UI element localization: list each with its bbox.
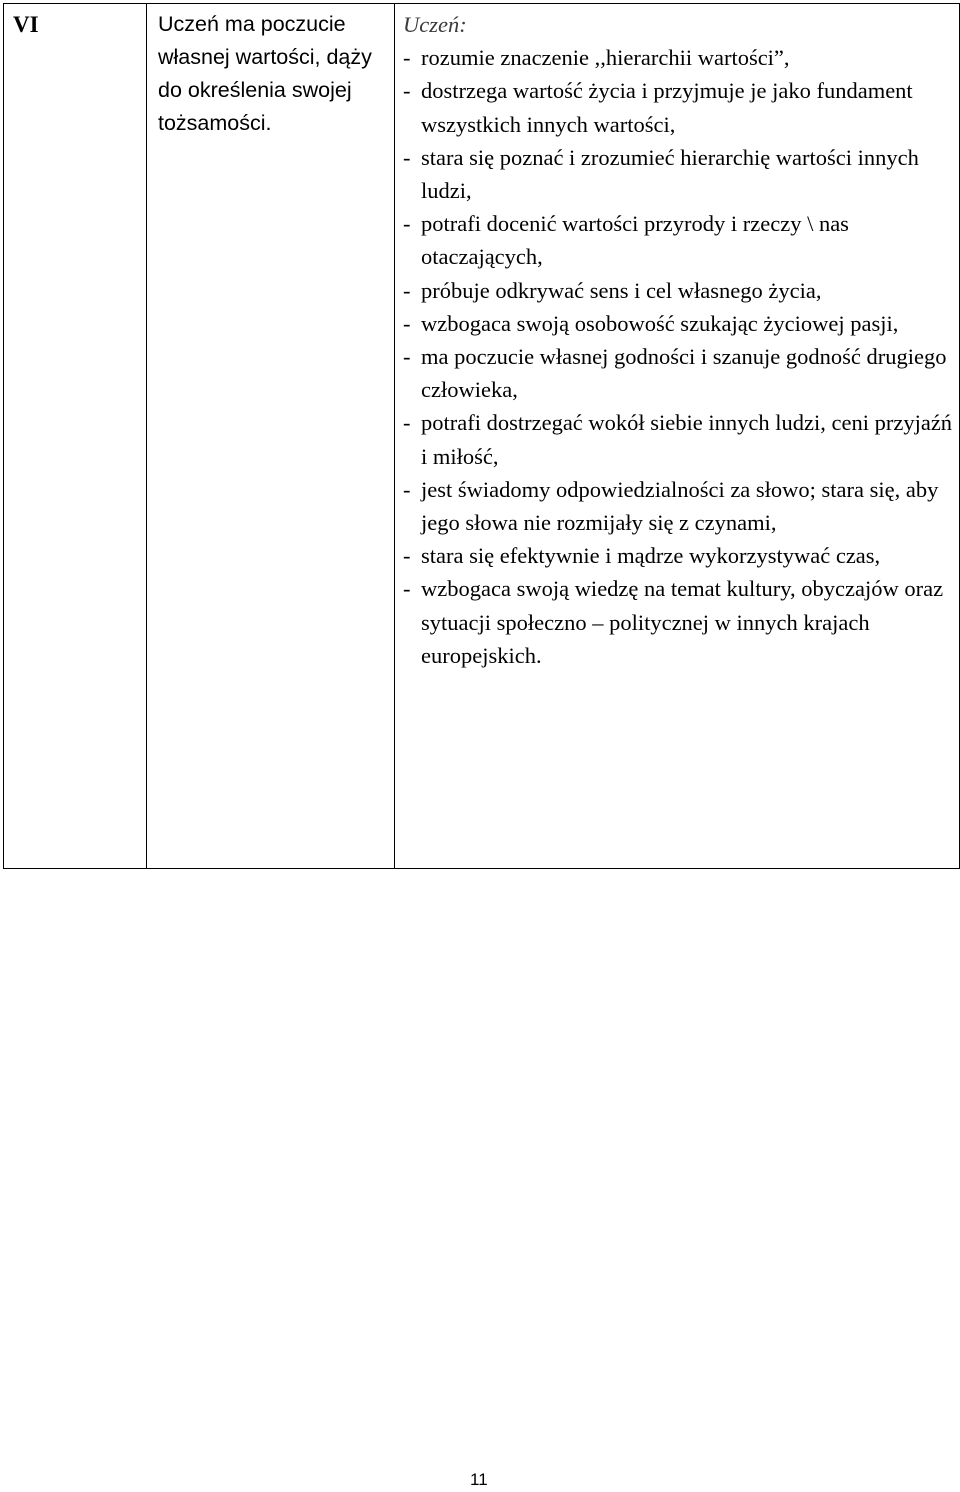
dash-bullet: - xyxy=(403,211,411,237)
list-item xyxy=(403,207,959,273)
dash-bullet: - xyxy=(403,78,411,104)
list-item xyxy=(403,572,959,672)
dash-bullet: - xyxy=(403,277,411,303)
outcome-text: wzbogaca swoją osobowość szukając życiowej pasji, xyxy=(421,310,899,336)
dash-bullet: - xyxy=(403,543,411,569)
table-row xyxy=(4,4,960,869)
goal-text: Uczeń ma poczucie własnej wartości, dąży do określenia swojej tożsamości. xyxy=(158,12,372,135)
outcome-text: rozumie znaczenie ,,hierarchii wartości”, xyxy=(421,45,790,71)
list-item xyxy=(403,41,959,74)
outcome-text: jest świadomy odpowiedzialności za słowo; stara się, aby jego słowa nie rozmijały się z czynami, xyxy=(421,476,939,536)
outcome-text: próbuje odkrywać sens i cel własnego życia, xyxy=(421,277,822,303)
list-item xyxy=(403,307,959,340)
dash-bullet: - xyxy=(403,476,411,502)
list-item xyxy=(403,406,959,472)
dash-bullet: - xyxy=(403,144,411,170)
dash-bullet: - xyxy=(403,344,411,370)
outcome-text: potrafi docenić wartości przyrody i rzeczy \ nas otaczających, xyxy=(421,211,849,270)
list-item xyxy=(403,141,959,207)
outcomes-cell xyxy=(395,4,960,869)
outcome-text: wzbogaca swoją wiedzę na temat kultury, obyczajów oraz sytuacji społeczno – politycznej w innych krajach europejskich. xyxy=(421,576,944,668)
list-item xyxy=(403,74,959,140)
dash-bullet: - xyxy=(403,410,411,436)
outcome-text: stara się efektywnie i mądrze wykorzystywać czas, xyxy=(421,543,881,569)
dash-bullet: - xyxy=(403,45,411,71)
outcomes-title: Uczeń: xyxy=(403,12,467,37)
outcome-text: potrafi dostrzegać wokół siebie innych ludzi, ceni przyjaźń i miłość, xyxy=(421,410,953,469)
dash-bullet: - xyxy=(403,576,411,602)
curriculum-table xyxy=(3,3,960,869)
list-item xyxy=(403,340,959,406)
list-item xyxy=(403,473,959,539)
outcome-text: dostrzega wartość życia i przyjmuje je jako fundament wszystkich innych wartości, xyxy=(421,78,913,137)
goal-cell xyxy=(147,4,395,869)
page-number: 11 xyxy=(470,1470,488,1489)
dash-bullet: - xyxy=(403,310,411,336)
list-item xyxy=(403,274,959,307)
list-item xyxy=(403,539,959,572)
level-cell xyxy=(4,4,147,869)
level-label: VI xyxy=(13,12,39,37)
outcome-text: stara się poznać i zrozumieć hierarchię wartości innych ludzi, xyxy=(421,144,919,204)
outcome-text: ma poczucie własnej godności i szanuje godność drugiego człowieka, xyxy=(421,344,947,403)
outcome-list xyxy=(403,41,959,672)
